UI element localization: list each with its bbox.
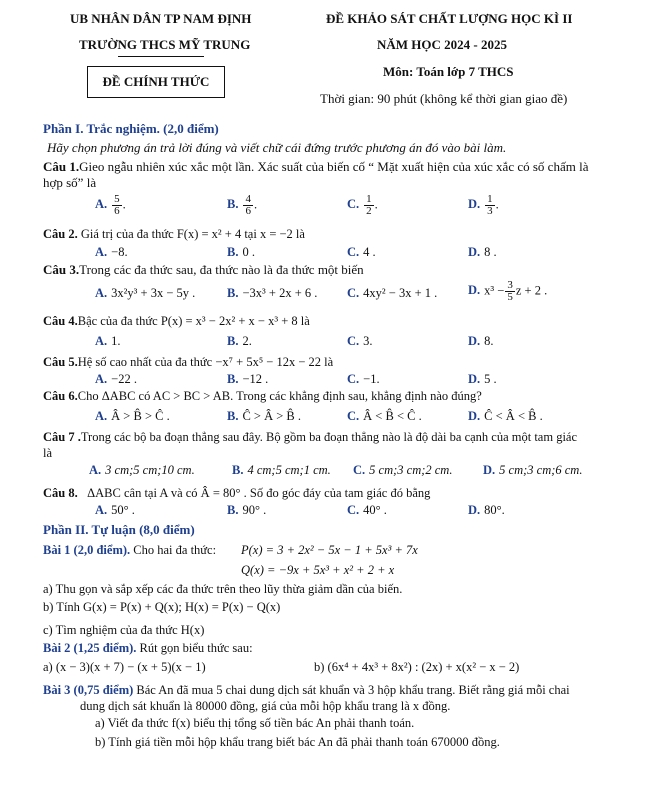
q8-option-b: B. 90° . <box>227 503 267 517</box>
q3-option-a: A. 3x²y³ + 3x − 5y . <box>95 286 196 300</box>
q6-text: Câu 6.Cho ΔABC có AC > BC > AB. Trong các khẳng định sau, khẳng định nào đúng? <box>43 389 482 403</box>
q3-option-b: B. −3x³ + 2x + 6 . <box>227 286 318 300</box>
q4-option-c: C. 3. <box>347 334 373 348</box>
official-label: ĐỀ CHÍNH THỨC <box>102 74 210 89</box>
official-box <box>87 66 225 98</box>
part2-title: Phần II. Tự luận (8,0 điểm) <box>43 522 195 537</box>
q2-text: Câu 2. Giá trị của đa thức F(x) = x² + 4 tại x = −2 là <box>43 227 305 241</box>
q2-option-a: A. −8. <box>95 245 128 259</box>
q8-option-c: C. 40° . <box>347 503 387 517</box>
q4-option-d: D. 8. <box>468 334 494 348</box>
bai3-part-b: b) Tính giá tiền mỗi hộp khẩu trang biết bác An đã phải thanh toán 670000 đồng. <box>95 735 500 749</box>
part1-title: Phần I. Trắc nghiệm. (2,0 điểm) <box>43 121 219 136</box>
q4-option-a: A. 1. <box>95 334 121 348</box>
q1-option-c: C. $\frac{1}{2}$ . <box>347 193 378 217</box>
district-name: UB NHÂN DÂN TP NAM ĐỊNH <box>70 11 252 26</box>
bai1-part-b: b) Tính G(x) = P(x) + Q(x); H(x) = P(x) − Q(x) <box>43 600 281 614</box>
q4-text: Câu 4.Bậc của đa thức P(x) = x³ − 2x² + x − x³ + 8 là <box>43 314 310 328</box>
q7-option-c: C. 5 cm;3 cm;2 cm. <box>353 463 453 477</box>
bai1-intro: Bài 1 (2,0 điểm). Cho hai đa thức: <box>43 543 217 557</box>
bai2-part-b: b) (6x⁴ + 4x³ + 8x²) : (2x) + x(x² − x − 2) <box>314 660 520 674</box>
q1-text-line2: hợp số” là <box>43 175 97 190</box>
bai3-text-line2: dung dịch sát khuẩn là 80000 đồng, giá của mỗi hộp khẩu trang là x đồng. <box>80 699 451 713</box>
q7-option-d: D. 5 cm;3 cm;6 cm. <box>483 463 583 477</box>
bai1-part-a: a) Thu gọn và sắp xếp các đa thức trên theo lũy thừa giảm dần của biến. <box>43 582 403 596</box>
school-year: NĂM HỌC 2024 - 2025 <box>377 37 507 52</box>
q8-text: Câu 8. ΔABC cân tại A và có Â = 80° . Số đo góc đáy của tam giác đó bằng <box>43 486 431 500</box>
q3-text: Câu 3.Trong các đa thức sau, đa thức nào là đa thức một biến <box>43 262 364 277</box>
q8-option-a: A. 50° . <box>95 503 135 517</box>
part1-instruction: Hãy chọn phương án trả lời đúng và viết chữ cái đứng trước phương án đó vào bài làm. <box>47 140 507 155</box>
bai1-P: P(x) = 3 + 2x² − 5x − 1 + 5x³ + 7x <box>241 543 418 557</box>
q8-option-d: D. 80°. <box>468 503 505 517</box>
bai3-text: Bài 3 (0,75 điểm) Bác An đã mua 5 chai dung dịch sát khuẩn và 3 hộp khẩu trang. Biết rằng giá mỗi chai <box>43 683 570 697</box>
q3-option-d: D. x³ − $\frac{3}{5}$ z + 2 . <box>468 279 548 303</box>
q6-option-a: A. Â > B̂ > Ĉ . <box>95 409 170 423</box>
q1-text: Câu 1.Gieo ngẫu nhiên xúc xắc một lần. Xác suất của biến cố “ Mặt xuất hiện của xúc xắc có số chấm là <box>43 159 589 174</box>
q5-option-c: C. −1. <box>347 372 380 386</box>
bai2-intro: Bài 2 (1,25 điểm). Rút gọn biểu thức sau: <box>43 641 253 655</box>
q1-option-d: D. $\frac{1}{3}$ . <box>468 193 499 217</box>
bai1-Q: Q(x) = −9x + 5x³ + x² + 2 + x <box>241 563 395 577</box>
exam-time: Thời gian: 90 phút (không kể thời gian giao đề) <box>320 91 568 106</box>
q5-option-a: A. −22 . <box>95 372 137 386</box>
q2-option-b: B. 0 . <box>227 245 255 259</box>
q4-option-b: B. 2. <box>227 334 252 348</box>
q7-option-a: A. 3 cm;5 cm;10 cm. <box>89 463 195 477</box>
q7-option-b: B. 4 cm;5 cm;1 cm. <box>232 463 331 477</box>
q3-option-c: C. 4xy² − 3x + 1 . <box>347 286 438 300</box>
q2-option-d: D. 8 . <box>468 245 497 259</box>
q5-option-b: B. −12 . <box>227 372 269 386</box>
q5-option-d: D. 5 . <box>468 372 497 386</box>
q6-option-d: D. Ĉ < Â < B̂ . <box>468 409 543 423</box>
exam-title: ĐỀ KHẢO SÁT CHẤT LƯỢNG HỌC KÌ II <box>326 11 573 26</box>
bai1-part-c: c) Tìm nghiệm của đa thức H(x) <box>43 623 205 637</box>
q5-text: Câu 5.Hệ số cao nhất của đa thức −x⁷ + 5x⁵ − 12x − 22 là <box>43 355 334 369</box>
subject: Môn: Toán lớp 7 THCS <box>383 64 514 79</box>
q1-option-a: A. $\frac{5}{6}$ . <box>95 193 126 217</box>
school-name: TRƯỜNG THCS MỸ TRUNG <box>79 37 251 52</box>
bai2-part-a: a) (x − 3)(x + 7) − (x + 5)(x − 1) <box>43 660 206 674</box>
q2-option-c: C. 4 . <box>347 245 376 259</box>
q6-option-b: B. Ĉ > Â > B̂ . <box>227 409 302 423</box>
q6-option-c: C. Â < B̂ < Ĉ . <box>347 409 422 423</box>
q1-option-b: B. $\frac{4}{6}$ . <box>227 193 258 217</box>
bai3-part-a: a) Viết đa thức f(x) biểu thị tổng số tiền bác An phải thanh toán. <box>95 716 415 730</box>
q7-text: Câu 7 .Trong các bộ ba đoạn thẳng sau đây. Bộ gồm ba đoạn thẳng nào là độ dài ba cạnh của một tam giác <box>43 430 578 444</box>
school-underline <box>118 56 204 57</box>
q7-text-line2: là <box>43 446 53 460</box>
